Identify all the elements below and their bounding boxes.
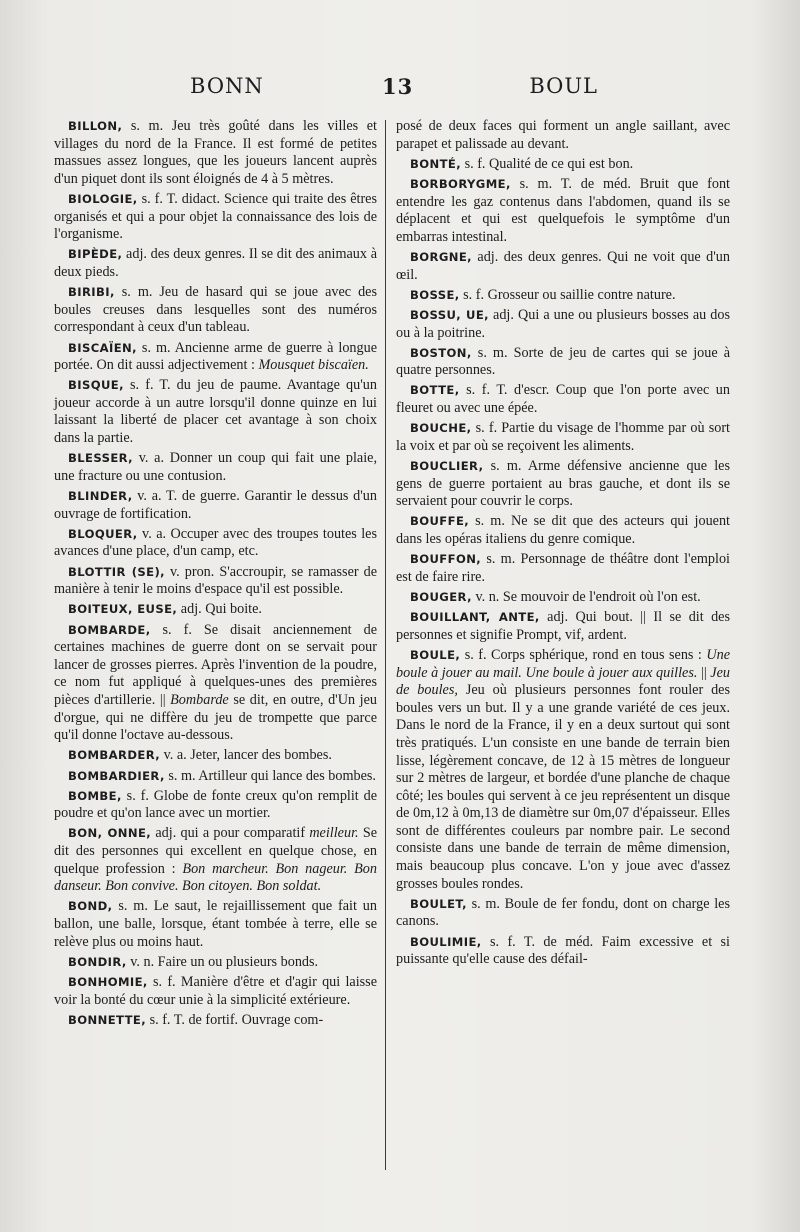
entry-definition: v. a. Jeter, lancer des bombes. bbox=[160, 747, 332, 764]
entry-definition: s. m. Ancienne arme de guerre à longue portée. On dit aussi adjectivement : bbox=[54, 339, 377, 374]
entry-definition: s. m. Jeu très goûté dans les villes et villages du nord de la France. Il est formé de petites massues assez longues, que les joueurs lancent auprès d'un piquet dont ils sont éloignés de 4 à 5 mètres. bbox=[54, 118, 377, 187]
entry-example: Jeu de boules, bbox=[396, 664, 730, 699]
dictionary-entry bbox=[54, 246, 377, 281]
dictionary-entry bbox=[396, 551, 730, 586]
entry-definition: v. n. Se mouvoir de l'endroit où l'on est. bbox=[471, 588, 701, 605]
dictionary-entry bbox=[396, 420, 730, 455]
dictionary-entry bbox=[54, 191, 377, 244]
entry-definition: s. m. Arme défensive ancienne que les gens de guerre portaient au bras gauche, et dont ils se servaient pour couvrir le corps. bbox=[396, 458, 730, 510]
entry-definition: v. a. T. de guerre. Garantir le dessus d'un ouvrage de fortification. bbox=[54, 488, 377, 522]
dictionary-entry bbox=[396, 156, 730, 174]
dictionary-entry bbox=[54, 526, 377, 561]
entry-example: Bon marcheur. Bon nageur. Bon danseur. Bon convive. Bon citoyen. Bon soldat. bbox=[54, 860, 377, 895]
entry-headword: BIOLOGIE, bbox=[68, 191, 138, 206]
dictionary-entry bbox=[54, 284, 377, 337]
dictionary-entry bbox=[396, 934, 730, 969]
entry-definition: s. f. T. d'escr. Coup que l'on porte avec un fleuret ou avec une épée. bbox=[396, 382, 730, 417]
entry-headword: BOULIMIE, bbox=[410, 934, 482, 949]
dictionary-entry bbox=[54, 340, 377, 375]
entry-headword: BOUFFON, bbox=[410, 552, 482, 567]
dictionary-entry bbox=[54, 974, 377, 1009]
dictionary-entry bbox=[396, 896, 730, 931]
entry-definition: adj. qui a pour comparatif bbox=[151, 825, 310, 842]
entry-definition: s. m. Ne se dit que des acteurs qui jouent dans les opéras italiens du genre comique. bbox=[396, 513, 730, 547]
dictionary-entry bbox=[54, 118, 377, 188]
dictionary-entry bbox=[396, 589, 730, 607]
dictionary-entry bbox=[54, 488, 377, 523]
entry-headword: BOITEUX, EUSE, bbox=[68, 602, 178, 617]
entry-example: meilleur. bbox=[309, 825, 359, 842]
entry-headword: BOUCLIER, bbox=[410, 459, 484, 474]
entry-definition: s. m. Personnage de théâtre dont l'emploi est de faire rire. bbox=[396, 551, 730, 585]
entry-example: Bombarde bbox=[170, 691, 229, 708]
entry-headword: BOSSE, bbox=[410, 287, 460, 302]
entry-headword: BOMBARDIER, bbox=[68, 768, 165, 783]
entry-headword: BIRIBI, bbox=[68, 285, 115, 300]
entry-definition: Se dit des personnes qui excellent en quelque chose, en quelque profession : bbox=[54, 825, 378, 877]
dictionary-entry bbox=[396, 609, 730, 644]
entry-headword: BOUFFE, bbox=[410, 514, 470, 529]
entry-headword: BORBORYGME, bbox=[410, 176, 511, 191]
entry-headword: BOMBE, bbox=[68, 788, 122, 803]
dictionary-entry bbox=[54, 377, 377, 447]
column-divider bbox=[385, 120, 386, 1170]
entry-headword: BOUGER, bbox=[410, 589, 472, 604]
entry-headword: BONTÉ, bbox=[410, 156, 462, 171]
entry-headword: BONDIR, bbox=[68, 954, 127, 969]
dictionary-entry bbox=[54, 564, 377, 599]
dictionary-entry bbox=[396, 118, 730, 153]
entry-headword: BOND, bbox=[68, 899, 113, 914]
dictionary-entry bbox=[396, 513, 730, 548]
entry-definition: s. f. Se disait anciennement de certaines machines de guerre dont on se servait pour lancer de grosses pierres. Après l'invention de la poudre, ce nom fut appliqué à quelques-unes des premières pièces d'artillerie. || bbox=[54, 621, 377, 708]
dictionary-entry bbox=[54, 601, 377, 619]
entry-definition: || bbox=[697, 664, 711, 681]
entry-definition: s. f. Qualité de ce qui est bon. bbox=[461, 155, 634, 172]
entry-definition: s. f. Corps sphérique, rond en tous sens : bbox=[460, 646, 707, 663]
entry-headword: BONHOMIE, bbox=[68, 975, 148, 989]
dictionary-entry bbox=[396, 249, 730, 284]
entry-headword: BOSTON, bbox=[410, 345, 472, 360]
entry-definition: s. f. Partie du visage de l'homme par où sort la voix et par où se reçoivent les aliments. bbox=[396, 420, 730, 454]
entry-definition: s. m. Boule de fer fondu, dont on charge les canons. bbox=[396, 895, 730, 930]
dictionary-entry bbox=[54, 747, 377, 765]
entry-headword: BISQUE, bbox=[68, 378, 124, 393]
entry-definition: adj. Qui boite. bbox=[177, 601, 262, 618]
entry-definition: s. m. T. de méd. Bruit que font entendre les gaz contenus dans l'abdomen, quand ils se déplacent et qui est quelquefois le symptôme d'un embarras intestinal. bbox=[396, 175, 730, 245]
entry-definition: v. pron. S'accroupir, se ramasser de manière à tenir le moins d'espace qu'il est possible. bbox=[54, 563, 378, 598]
entry-headword: BLOTTIR (SE), bbox=[68, 564, 165, 579]
entry-definition: se dit, en outre, d'Un jeu d'orgue, qui ne diffère du jeu de trompette que parce qu'il donne l'octave au-dessous. bbox=[54, 691, 377, 744]
entry-headword: BORGNE, bbox=[410, 249, 472, 264]
entry-definition: v. a. Occuper avec des troupes toutes les avances d'une place, d'un camp, etc. bbox=[54, 525, 377, 560]
entry-definition: s. f. Manière d'être et d'agir qui laisse voir la bonté du cœur unie à la simplicité extérieure. bbox=[54, 974, 377, 1008]
entry-headword: BISCAÏEN, bbox=[68, 340, 137, 355]
entry-example: Une boule à jouer au mail. Une boule à jouer aux quilles. bbox=[396, 646, 730, 681]
entry-headword: BON, ONNE, bbox=[68, 826, 152, 841]
entry-headword: BONNETTE, bbox=[68, 1012, 147, 1027]
dictionary-entry bbox=[54, 1012, 377, 1030]
entry-definition: s. m. Artilleur qui lance des bombes. bbox=[164, 767, 376, 784]
entry-definition: adj. des deux genres. Qui ne voit que d'un œil. bbox=[396, 248, 730, 283]
dictionary-entry bbox=[396, 307, 730, 342]
entry-headword: BLINDER, bbox=[68, 489, 133, 504]
entry-definition: s. f. T. de méd. Faim excessive et si puissante qu'elle cause des défail- bbox=[396, 933, 730, 968]
entry-headword: BOMBARDER, bbox=[68, 748, 161, 763]
left-column bbox=[54, 118, 377, 1032]
entry-definition: s. m. Sorte de jeu de cartes qui se joue à quatre personnes. bbox=[396, 344, 730, 379]
dictionary-entry bbox=[396, 287, 730, 305]
dictionary-entry bbox=[54, 825, 377, 895]
entry-headword: BOULET, bbox=[410, 896, 467, 911]
entry-definition: s. f. Grosseur ou saillie contre nature. bbox=[459, 286, 676, 303]
entry-headword: BOMBARDE, bbox=[68, 622, 151, 637]
entry-definition: s. f. T. didact. Science qui traite des êtres organisés et qui a pour objet la connaissance des lois de l'organisme. bbox=[54, 190, 377, 243]
entry-headword: BOSSU, UE, bbox=[410, 307, 489, 322]
right-column bbox=[396, 118, 730, 971]
entry-headword: BOUCHE, bbox=[410, 421, 472, 436]
entry-definition: adj. Qui bout. || Il se dit des personnes et signifie Prompt, vif, ardent. bbox=[396, 609, 730, 643]
dictionary-entry bbox=[54, 768, 377, 786]
entry-definition: s. f. T. du jeu de paume. Avantage qu'un joueur accorde à un autre lorsqu'il donne quinze en lui laissant la liberté de placer cet avantage à son choix dans la partie. bbox=[54, 377, 377, 447]
dictionary-entry bbox=[396, 382, 730, 417]
dictionary-entry bbox=[54, 788, 377, 823]
dictionary-entry bbox=[54, 622, 377, 745]
dictionary-entry bbox=[54, 898, 377, 951]
entry-definition: Jeu où plusieurs personnes font rouler des boules vers un but. Il y a une grande variété de ces jeux. Dans le nord de la France, il y en a deux surtout qui sont très pratiqués. L'un consiste en une bande de terrain bien lisse, légèrement concave, de 12 à 15 mètres de longueur sur 2 mètres de largeur, et bordée d'une planche de chaque côté; les boules qui servent à ce jeu représentent un disque de 0m,12 à 0m,13 de diamètre sur 0m,07 d'épaisseur. Elles sont de différentes couleurs par nombre pair. Le second consiste dans une bande de terrain de même dimension, mais beaucoup plus concave. L'on y joue avec d'assez grosses boules rondes. bbox=[396, 682, 730, 892]
entry-headword: BOULE, bbox=[410, 647, 461, 662]
entry-definition: s. f. T. de fortif. Ouvrage com- bbox=[146, 1011, 324, 1028]
dictionary-entry bbox=[396, 345, 730, 380]
dictionary-entry bbox=[396, 458, 730, 511]
entry-headword: BILLON, bbox=[68, 119, 123, 133]
page-number: 13 bbox=[382, 74, 414, 99]
entry-definition: posé de deux faces qui forment un angle saillant, avec parapet et palissade au devant. bbox=[396, 118, 730, 152]
dictionary-entry bbox=[54, 450, 377, 485]
entry-headword: BIPÈDE, bbox=[68, 247, 123, 262]
entry-definition: v. n. Faire un ou plusieurs bonds. bbox=[126, 953, 319, 970]
dictionary-entry bbox=[396, 176, 730, 246]
entry-headword: BLOQUER, bbox=[68, 526, 138, 541]
running-header bbox=[54, 74, 748, 108]
entry-headword: BOUILLANT, ANTE, bbox=[410, 610, 540, 625]
entry-definition: s. m. Jeu de hasard qui se joue avec des boules creuses dans lesquelles sont des numéros correspondant à ceux d'un tableau. bbox=[54, 284, 377, 336]
entry-headword: BOTTE, bbox=[410, 383, 460, 398]
header-right-guideword: BOUL bbox=[529, 74, 598, 98]
entry-example: Mousquet biscaïen. bbox=[258, 357, 369, 374]
entry-headword: BLESSER, bbox=[68, 451, 133, 466]
dictionary-entry bbox=[54, 954, 377, 972]
entry-definition: s. f. Globe de fonte creux qu'on remplit de poudre et qu'on lance avec un mortier. bbox=[54, 787, 377, 822]
entry-definition: v. a. Donner un coup qui fait une plaie, une fracture ou une contusion. bbox=[54, 450, 377, 484]
entry-definition: adj. Qui a une ou plusieurs bosses au dos ou à la poitrine. bbox=[396, 306, 730, 341]
header-left-guideword: BONN bbox=[190, 74, 264, 98]
entry-definition: s. m. Le saut, le rejaillissement que fait un ballon, une balle, lorsque, étant tombée à terre, elle se relève plus ou moins haut. bbox=[54, 898, 377, 950]
dictionary-entry bbox=[396, 647, 730, 893]
entry-definition: adj. des deux genres. Il se dit des animaux à deux pieds. bbox=[54, 246, 377, 280]
